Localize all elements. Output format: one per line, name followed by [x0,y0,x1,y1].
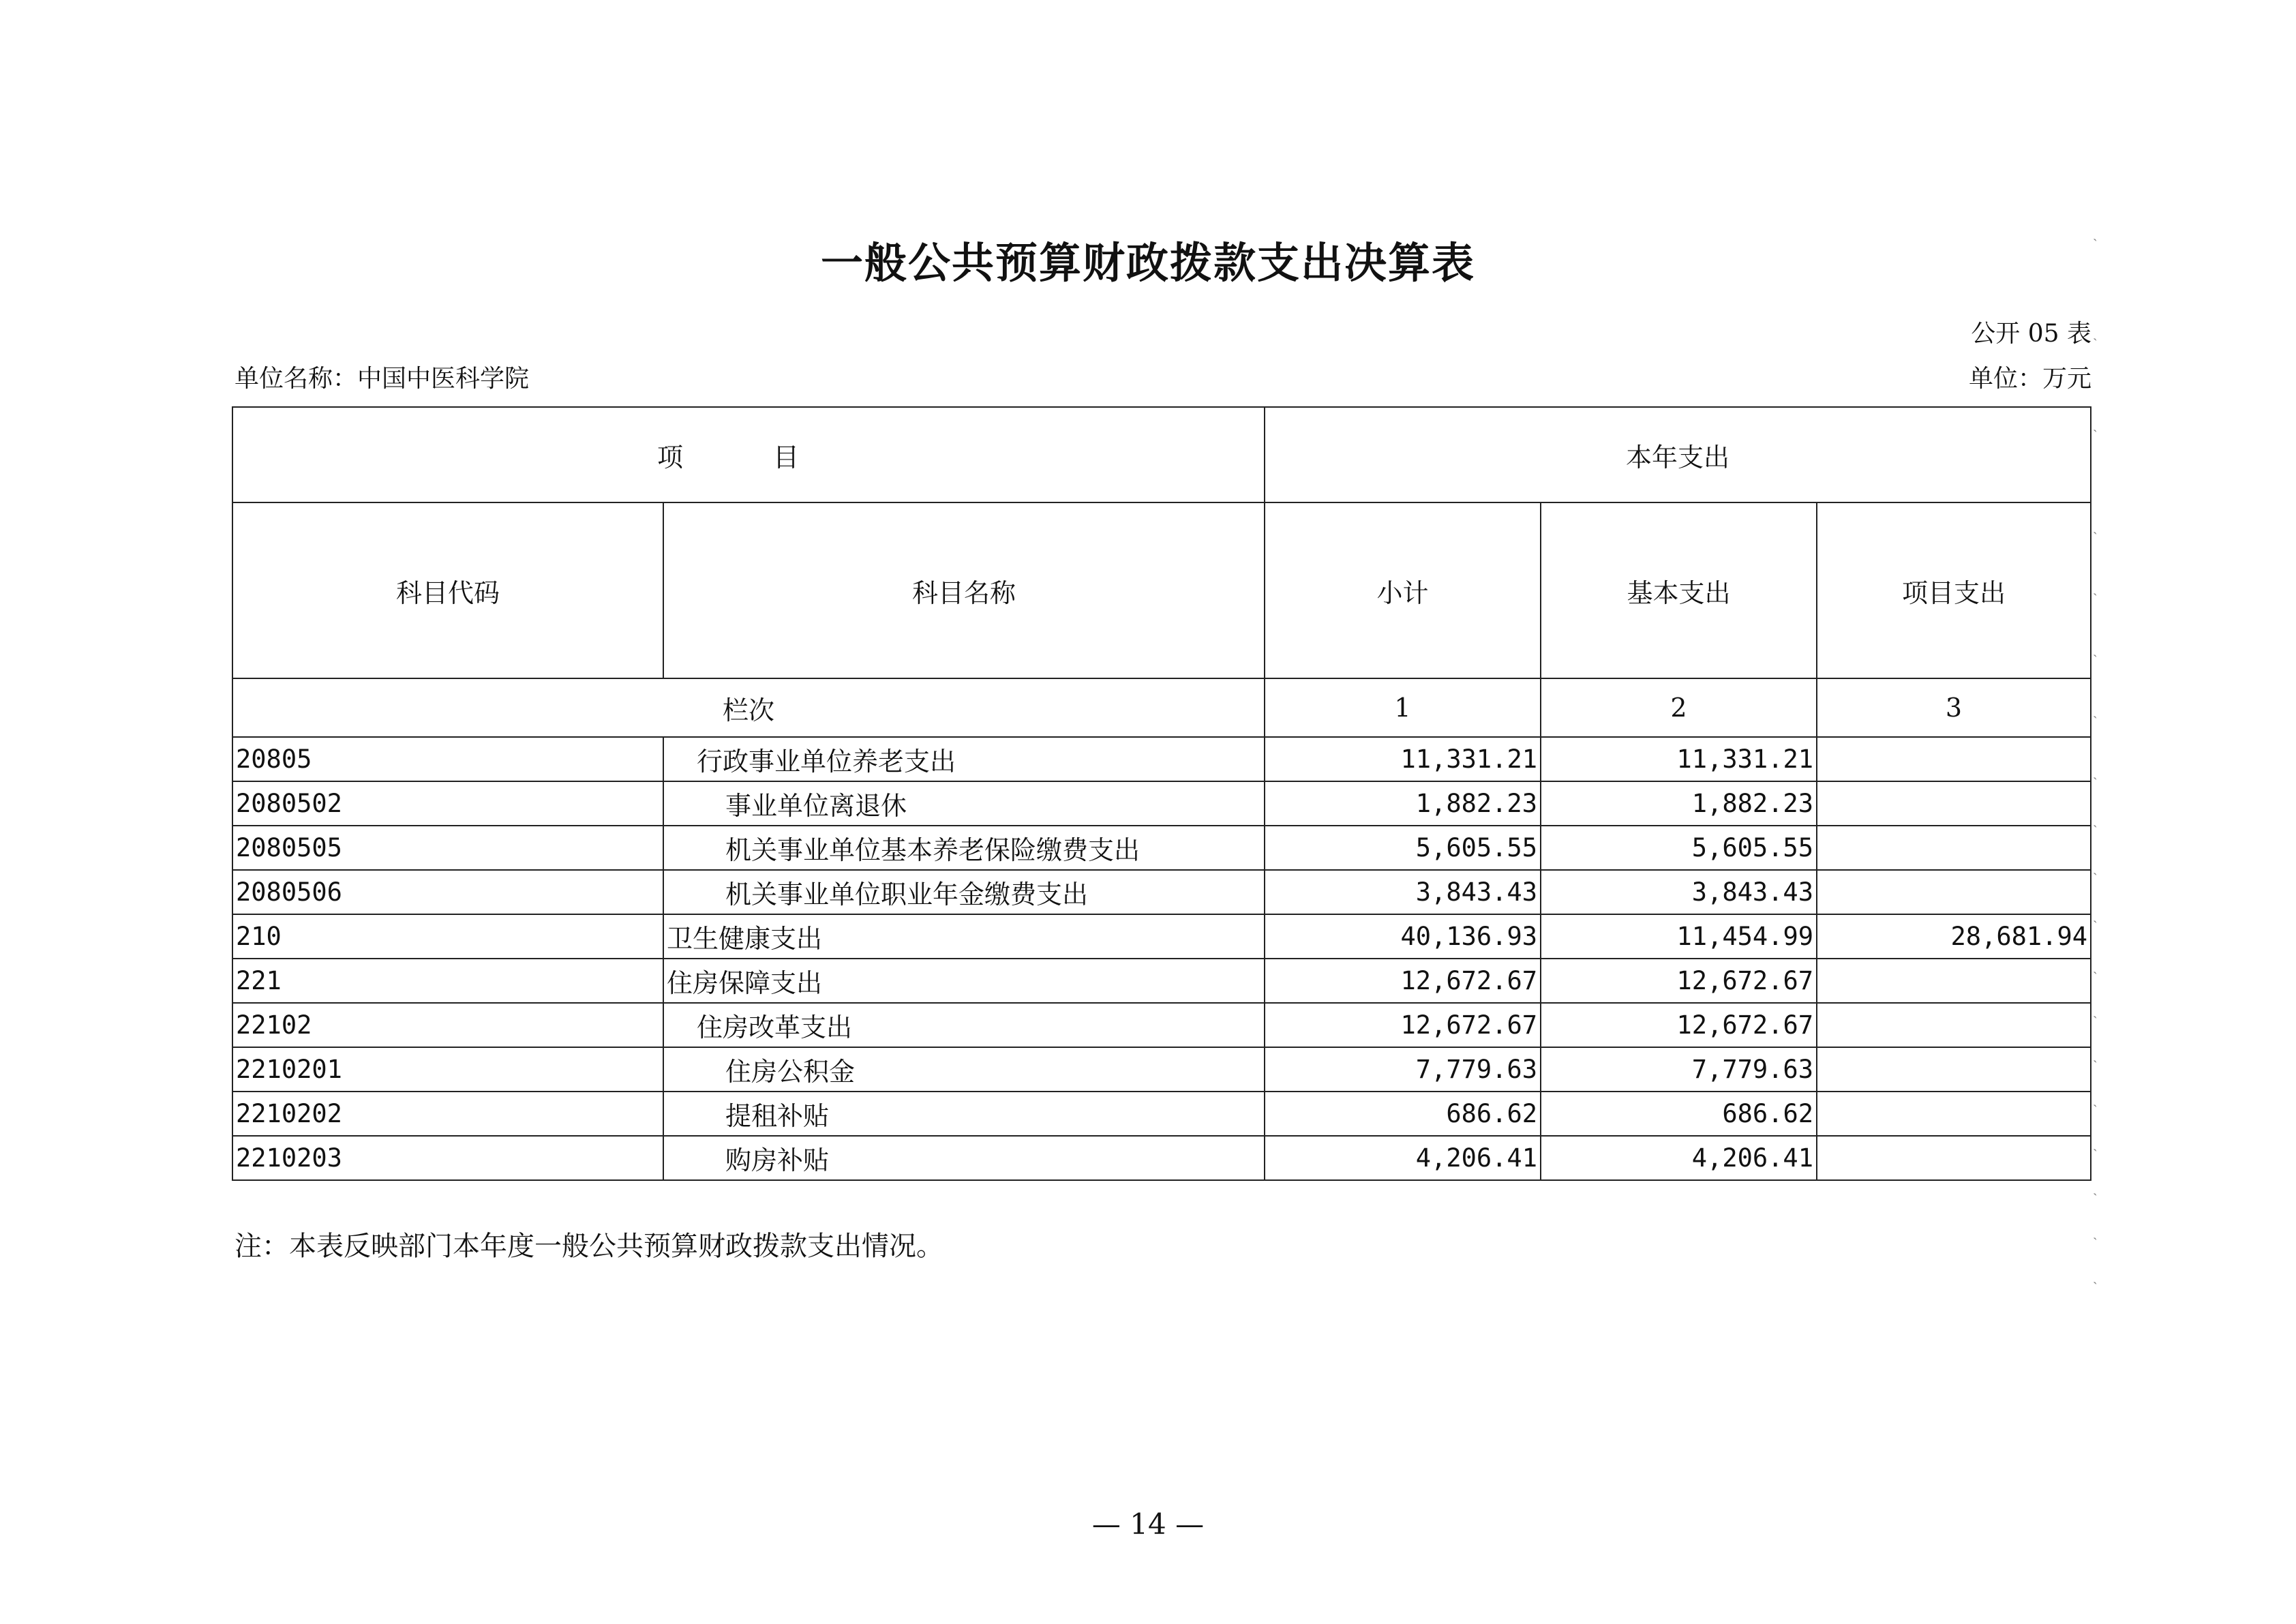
form-number: 公开 05 表 [1971,320,2091,348]
edge-mark: ˏ [2093,702,2098,719]
row-subtotal: 11,331.21 [1265,737,1541,781]
page-number: — 14 — [1091,1507,1205,1541]
table-row [232,1136,2091,1180]
header-row-top [232,407,2091,502]
row-name: 住房保障支出 [663,959,1265,1003]
row-project [1817,1136,2091,1180]
row-subtotal: 12,672.67 [1265,959,1541,1003]
row-project [1817,1047,2091,1092]
edge-marks [2093,225,2106,1316]
row-code: 221 [232,959,663,1003]
row-name: 住房改革支出 [663,1003,1265,1047]
table-row [232,1003,2091,1047]
edge-mark: ˏ [2093,958,2098,974]
edge-mark: ˏ [2093,1091,2098,1107]
edge-mark: ˏ [2093,811,2098,828]
column-index-1: 1 [1265,678,1541,737]
row-basic: 11,454.99 [1541,914,1817,959]
edge-mark: ˏ [2093,764,2098,780]
edge-mark: ˏ [2093,225,2098,241]
row-code: 210 [232,914,663,959]
table-row [232,1047,2091,1092]
edge-mark: ˏ [2093,1179,2098,1196]
row-name: 购房补贴 [663,1136,1265,1180]
row-basic: 686.62 [1541,1092,1817,1136]
row-code: 2080502 [232,781,663,826]
row-basic: 11,331.21 [1541,737,1817,781]
row-name: 行政事业单位养老支出 [663,737,1265,781]
row-name: 事业单位离退休 [663,781,1265,826]
expenditure-table [232,406,2091,1181]
row-code: 2210201 [232,1047,663,1092]
row-code: 2080505 [232,826,663,870]
table-note: 注：本表反映部门本年度一般公共预算财政拨款支出情况。 [235,1231,943,1262]
row-code: 2080506 [232,870,663,914]
row-subtotal: 5,605.55 [1265,826,1541,870]
row-project [1817,870,2091,914]
table-row [232,781,2091,826]
header-annual-expenditure: 本年支出 [1265,407,2091,502]
row-basic: 1,882.23 [1541,781,1817,826]
row-project [1817,737,2091,781]
row-name: 提租补贴 [663,1092,1265,1136]
row-basic: 3,843.43 [1541,870,1817,914]
currency-unit-label: 单位：万元 [1968,365,2091,393]
row-project [1817,781,2091,826]
header-item: 项 目 [232,407,1265,502]
edge-mark: ˏ [2093,641,2098,657]
edge-mark: ˏ [2093,859,2098,875]
row-basic: 7,779.63 [1541,1047,1817,1092]
row-project [1817,826,2091,870]
row-project [1817,1092,2091,1136]
row-subtotal: 40,136.93 [1265,914,1541,959]
table-row [232,914,2091,959]
row-code: 20805 [232,737,663,781]
edge-mark: ˏ [2093,325,2098,341]
row-name: 机关事业单位职业年金缴费支出 [663,870,1265,914]
row-subtotal: 686.62 [1265,1092,1541,1136]
edge-mark: ˏ [2093,416,2098,432]
header-row-columns [232,502,2091,678]
column-index-2: 2 [1541,678,1817,737]
row-code: 2210203 [232,1136,663,1180]
table-body [232,737,2091,1180]
row-name: 住房公积金 [663,1047,1265,1092]
header-basic: 基本支出 [1541,502,1817,678]
row-project [1817,1003,2091,1047]
row-code: 2210202 [232,1092,663,1136]
table-row [232,1092,2091,1136]
column-index-label: 栏次 [232,678,1265,737]
row-subtotal: 12,672.67 [1265,1003,1541,1047]
row-subtotal: 3,843.43 [1265,870,1541,914]
row-project: 28,681.94 [1817,914,2091,959]
table-row [232,826,2091,870]
row-subtotal: 1,882.23 [1265,781,1541,826]
edge-mark: ˏ [2093,580,2098,596]
row-project [1817,959,2091,1003]
edge-mark: ˏ [2093,1047,2098,1063]
header-subtotal: 小计 [1265,502,1541,678]
row-basic: 4,206.41 [1541,1136,1817,1180]
row-basic: 5,605.55 [1541,826,1817,870]
row-name: 机关事业单位基本养老保险缴费支出 [663,826,1265,870]
table-row [232,870,2091,914]
table-row [232,959,2091,1003]
unit-name-label: 单位名称：中国中医科学院 [235,365,530,393]
header-row-index [232,678,2091,737]
row-name: 卫生健康支出 [663,914,1265,959]
edge-mark: ˏ [2093,1224,2098,1240]
header-code: 科目代码 [232,502,663,678]
row-basic: 12,672.67 [1541,959,1817,1003]
page-title: 一般公共预算财政拨款支出决算表 [820,238,1475,288]
row-basic: 12,672.67 [1541,1003,1817,1047]
edge-mark: ˏ [2093,1135,2098,1152]
edge-mark: ˏ [2093,518,2098,535]
row-code: 22102 [232,1003,663,1047]
row-subtotal: 7,779.63 [1265,1047,1541,1092]
edge-mark: ˏ [2093,1002,2098,1019]
header-name: 科目名称 [663,502,1265,678]
row-subtotal: 4,206.41 [1265,1136,1541,1180]
header-project: 项目支出 [1817,502,2091,678]
column-index-3: 3 [1817,678,2091,737]
edge-mark: ˏ [2093,907,2098,923]
table-row [232,737,2091,781]
edge-mark: ˏ [2093,1268,2098,1284]
